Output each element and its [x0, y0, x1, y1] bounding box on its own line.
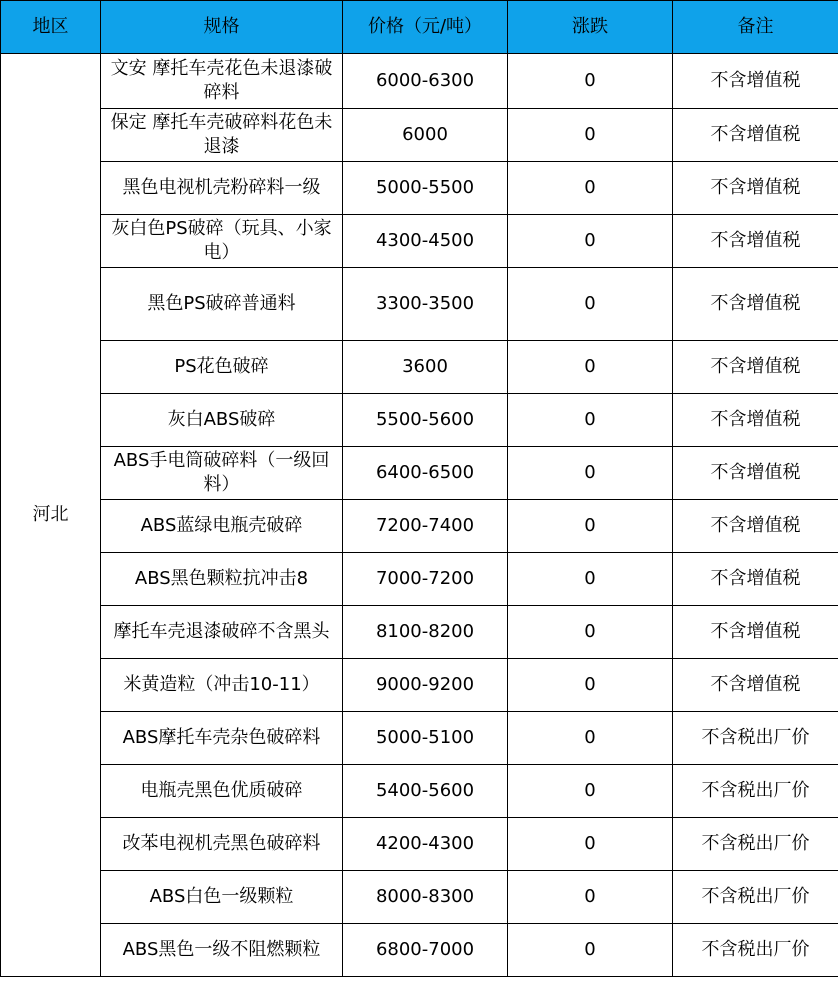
table-row	[1, 818, 838, 871]
remark-cell: 不含税出厂价	[673, 871, 838, 924]
change-cell: 0	[508, 447, 673, 500]
table-row	[1, 109, 838, 162]
region-cell: 河北	[1, 54, 101, 977]
price-cell: 9000-9200	[343, 659, 508, 712]
remark-cell: 不含税出厂价	[673, 924, 838, 977]
price-cell: 4300-4500	[343, 215, 508, 268]
price-cell: 6800-7000	[343, 924, 508, 977]
remark-cell: 不含增值税	[673, 394, 838, 447]
price-cell: 6400-6500	[343, 447, 508, 500]
change-cell: 0	[508, 394, 673, 447]
table-row	[1, 394, 838, 447]
change-cell: 0	[508, 162, 673, 215]
remark-cell: 不含增值税	[673, 54, 838, 109]
table-row	[1, 659, 838, 712]
table-row	[1, 162, 838, 215]
table-row	[1, 215, 838, 268]
remark-cell: 不含增值税	[673, 447, 838, 500]
price-cell: 6000-6300	[343, 54, 508, 109]
header-spec: 规格	[101, 1, 343, 54]
spec-cell: 摩托车壳退漆破碎不含黑头	[101, 606, 343, 659]
change-cell: 0	[508, 924, 673, 977]
remark-cell: 不含增值税	[673, 606, 838, 659]
remark-cell: 不含税出厂价	[673, 765, 838, 818]
price-cell: 4200-4300	[343, 818, 508, 871]
remark-cell: 不含税出厂价	[673, 818, 838, 871]
spec-cell: ABS手电筒破碎料（一级回料）	[101, 447, 343, 500]
remark-cell: 不含增值税	[673, 500, 838, 553]
table-row	[1, 553, 838, 606]
remark-cell: 不含增值税	[673, 659, 838, 712]
table-body	[1, 54, 838, 977]
price-cell: 5000-5500	[343, 162, 508, 215]
table-row	[1, 447, 838, 500]
change-cell: 0	[508, 606, 673, 659]
price-cell: 8100-8200	[343, 606, 508, 659]
price-cell: 6000	[343, 109, 508, 162]
change-cell: 0	[508, 54, 673, 109]
spec-cell: 改苯电视机壳黑色破碎料	[101, 818, 343, 871]
table-row	[1, 871, 838, 924]
price-cell: 5400-5600	[343, 765, 508, 818]
spec-cell: PS花色破碎	[101, 341, 343, 394]
change-cell: 0	[508, 268, 673, 341]
spec-cell: 灰白色PS破碎（玩具、小家电）	[101, 215, 343, 268]
header-change: 涨跌	[508, 1, 673, 54]
table-row	[1, 765, 838, 818]
remark-cell: 不含增值税	[673, 553, 838, 606]
change-cell: 0	[508, 109, 673, 162]
change-cell: 0	[508, 341, 673, 394]
table-row	[1, 500, 838, 553]
price-cell: 7000-7200	[343, 553, 508, 606]
change-cell: 0	[508, 765, 673, 818]
price-cell: 3300-3500	[343, 268, 508, 341]
table-row	[1, 712, 838, 765]
spec-cell: ABS白色一级颗粒	[101, 871, 343, 924]
change-cell: 0	[508, 500, 673, 553]
price-cell: 5500-5600	[343, 394, 508, 447]
remark-cell: 不含增值税	[673, 268, 838, 341]
change-cell: 0	[508, 659, 673, 712]
header-region: 地区	[1, 1, 101, 54]
table-row	[1, 268, 838, 341]
change-cell: 0	[508, 818, 673, 871]
table-row	[1, 924, 838, 977]
remark-cell: 不含增值税	[673, 109, 838, 162]
spec-cell: 电瓶壳黑色优质破碎	[101, 765, 343, 818]
spec-cell: 黑色电视机壳粉碎料一级	[101, 162, 343, 215]
spec-cell: ABS摩托车壳杂色破碎料	[101, 712, 343, 765]
price-cell: 5000-5100	[343, 712, 508, 765]
change-cell: 0	[508, 215, 673, 268]
spec-cell: 保定 摩托车壳破碎料花色未退漆	[101, 109, 343, 162]
remark-cell: 不含税出厂价	[673, 712, 838, 765]
change-cell: 0	[508, 712, 673, 765]
spec-cell: 黑色PS破碎普通料	[101, 268, 343, 341]
spec-cell: ABS蓝绿电瓶壳破碎	[101, 500, 343, 553]
remark-cell: 不含增值税	[673, 341, 838, 394]
header-remark: 备注	[673, 1, 838, 54]
change-cell: 0	[508, 871, 673, 924]
remark-cell: 不含增值税	[673, 162, 838, 215]
spec-cell: 灰白ABS破碎	[101, 394, 343, 447]
spec-cell: ABS黑色一级不阻燃颗粒	[101, 924, 343, 977]
price-cell: 8000-8300	[343, 871, 508, 924]
table-row	[1, 606, 838, 659]
spec-cell: 米黄造粒（冲击10-11）	[101, 659, 343, 712]
price-cell: 7200-7400	[343, 500, 508, 553]
table-row	[1, 54, 838, 109]
spec-cell: ABS黑色颗粒抗冲击8	[101, 553, 343, 606]
header-price: 价格（元/吨）	[343, 1, 508, 54]
table-header-row	[1, 1, 838, 54]
spec-cell: 文安 摩托车壳花色未退漆破碎料	[101, 54, 343, 109]
price-cell: 3600	[343, 341, 508, 394]
table-row	[1, 341, 838, 394]
change-cell: 0	[508, 553, 673, 606]
remark-cell: 不含增值税	[673, 215, 838, 268]
